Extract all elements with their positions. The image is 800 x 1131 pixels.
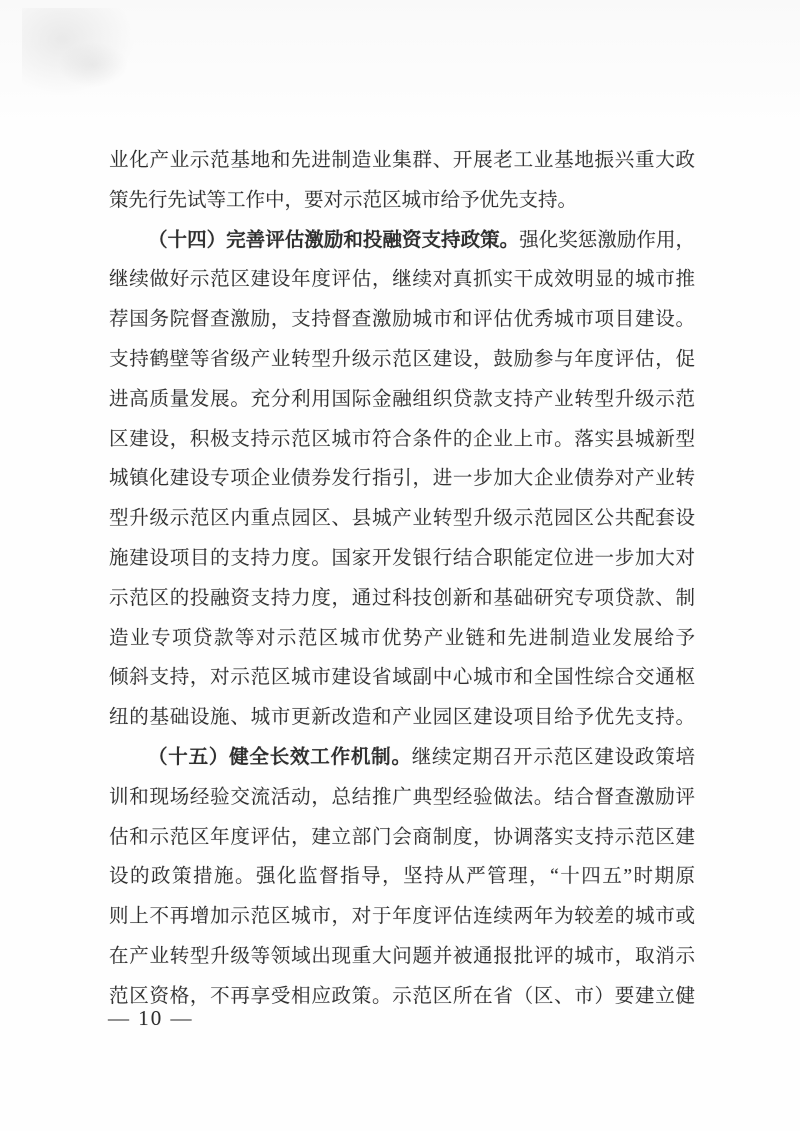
text-segment: 型升级示范区内重点园区、县城产业转型升级示范园区公共配套设 (109, 508, 695, 530)
text-line (109, 658, 695, 698)
text-line (109, 221, 695, 261)
text-line (109, 619, 695, 659)
text-segment: 强化奖惩激励作用， (519, 229, 695, 251)
text-segment: 训和现场经验交流活动，总结推广典型经验做法。结合督查激励评 (109, 786, 695, 808)
text-segment: 范区资格，不再享受相应政策。示范区所在省（区、市）要建立健 (109, 985, 695, 1007)
text-line (109, 459, 695, 499)
text-segment: 则上不再增加示范区城市，对于年度评估连续两年为较差的城市或 (109, 906, 695, 928)
text-line (109, 420, 695, 460)
section-heading-segment: （十四）完善评估激励和投融资支持政策。 (148, 229, 520, 251)
text-segment: 施建设项目的支持力度。国家开发银行结合职能定位进一步加大对 (109, 547, 695, 569)
text-segment: 进高质量发展。充分利用国际金融组织贷款支持产业转型升级示范 (109, 388, 695, 410)
text-segment: 继续定期召开示范区建设政策培 (411, 746, 695, 768)
page-number: — 10 — (108, 1006, 194, 1030)
text-segment: 策先行先试等工作中，要对示范区城市给予优先支持。 (109, 189, 578, 211)
text-line (109, 778, 695, 818)
text-line (109, 141, 695, 181)
text-segment: 荐国务院督查激励，支持督查激励城市和评估优秀城市项目建设。 (109, 309, 695, 331)
scan-artifact-smudge (22, 8, 137, 98)
text-line (109, 937, 695, 977)
text-line (109, 818, 695, 858)
text-line (109, 340, 695, 380)
text-line (109, 579, 695, 619)
text-segment: 示范区的投融资支持力度，通过科技创新和基础研究专项贷款、制 (109, 587, 695, 609)
text-line (109, 539, 695, 579)
text-segment: 纽的基础设施、城市更新改造和产业园区建设项目给予优先支持。 (109, 707, 695, 729)
text-segment: 倾斜支持，对示范区城市建设省域副中心城市和全国性综合交通枢 (109, 667, 695, 689)
text-line (109, 499, 695, 539)
text-line (109, 698, 695, 738)
text-segment: 城镇化建设专项企业债券发行指引，进一步加大企业债券对产业转 (109, 468, 695, 490)
scan-artifact-band (0, 0, 800, 130)
section-heading-segment: （十五）健全长效工作机制。 (148, 746, 412, 768)
text-segment: 设的政策措施。强化监督指导，坚持从严管理，“十四五”时期原 (109, 866, 695, 888)
text-segment: 造业专项贷款等对示范区城市优势产业链和先进制造业发展给予 (109, 627, 695, 649)
text-line (109, 977, 695, 1017)
text-line (109, 897, 695, 937)
text-line (109, 260, 695, 300)
document-lines (109, 141, 695, 1017)
scan-artifact-smudge (58, 42, 128, 88)
text-line (109, 857, 695, 897)
text-line (109, 738, 695, 778)
text-segment: 业化产业示范基地和先进制造业集群、开展老工业基地振兴重大政 (109, 150, 695, 171)
text-line (109, 380, 695, 420)
text-segment: 在产业转型升级等领域出现重大问题并被通报批评的城市，取消示 (109, 945, 695, 967)
text-line (109, 300, 695, 340)
text-line (109, 181, 695, 221)
text-segment: 支持鹤壁等省级产业转型升级示范区建设，鼓励参与年度评估，促 (109, 348, 695, 370)
text-segment: 继续做好示范区建设年度评估，继续对真抓实干成效明显的城市推 (109, 269, 695, 291)
text-segment: 区建设，积极支持示范区城市符合条件的企业上市。落实县城新型 (109, 428, 695, 450)
text-segment: 估和示范区年度评估，建立部门会商制度，协调落实支持示范区建 (109, 826, 695, 848)
